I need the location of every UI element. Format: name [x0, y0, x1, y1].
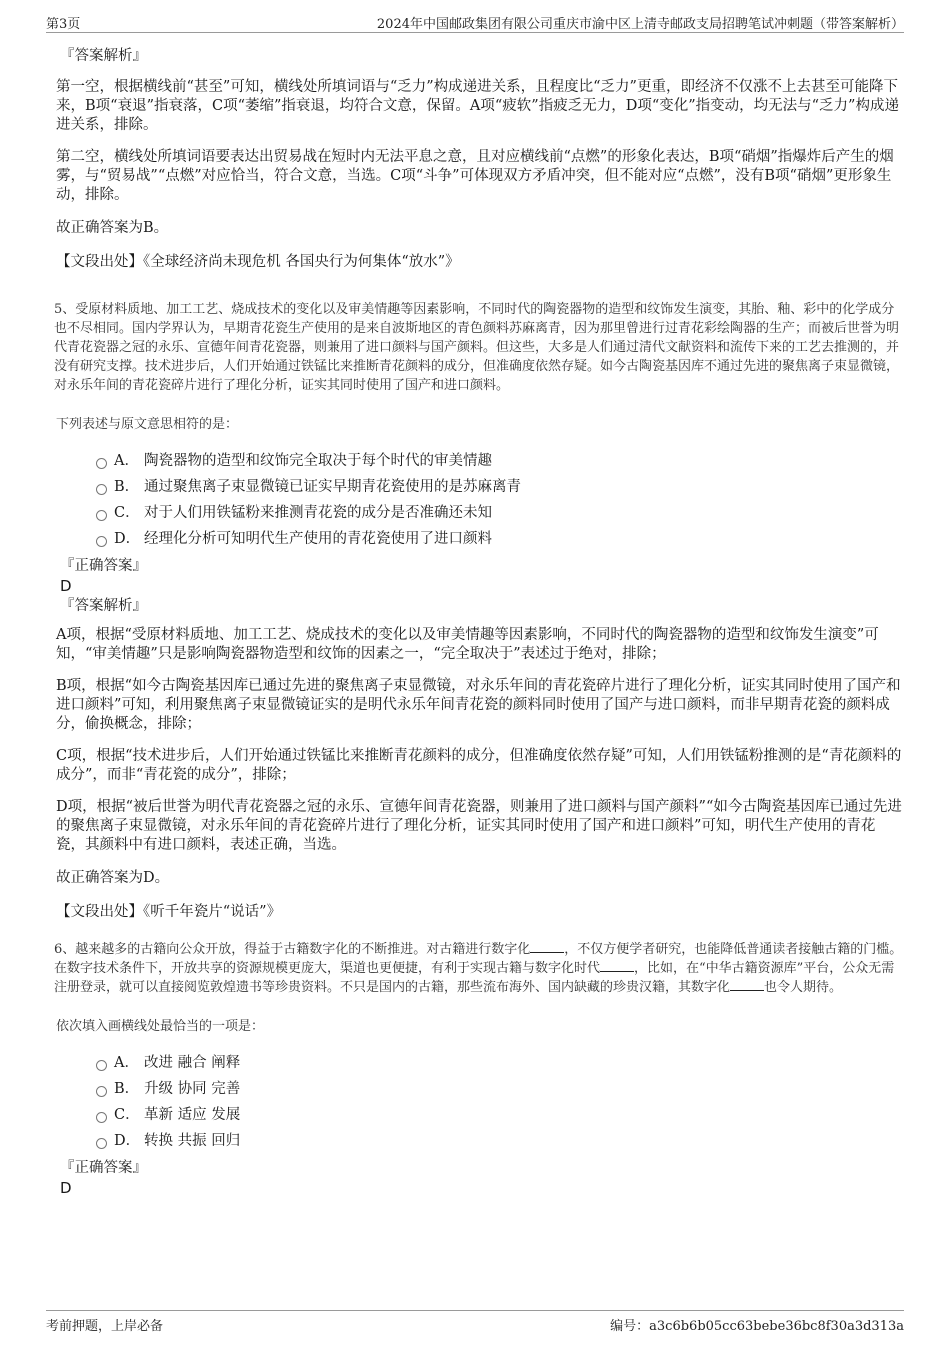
q6-option-d[interactable] — [56, 1128, 904, 1154]
q6-option-b[interactable] — [56, 1076, 904, 1102]
radio-icon[interactable] — [96, 536, 107, 547]
q6-stem-part-3: ，比如，在“中华古籍资源库”平台，公众无需注册登录，就可以直接阅览敦煌遗书等珍贵资料。不只是国内的古籍，那些流布海外、国内缺藏的珍贵汉籍，其数字化 — [54, 961, 895, 995]
q6-answer: D — [60, 1179, 72, 1197]
radio-icon[interactable] — [96, 458, 107, 469]
option-letter: B． — [114, 479, 140, 495]
q4-analysis-label: 『答案解析』 — [60, 48, 147, 64]
q6-options — [56, 1050, 904, 1154]
blank-3 — [730, 978, 764, 991]
document-body — [56, 46, 904, 1198]
q6-stem-part-2: ，不仅方便学者研究，也能降低普通读者接触古籍的门槛。在数字技术条件下，开放共享的资源规模更庞大，渠道也更便捷，有利于实现古籍与数字化时代 — [54, 942, 903, 976]
option-letter: A． — [114, 453, 139, 469]
option-letter: D． — [114, 531, 141, 547]
q5-option-c[interactable] — [56, 500, 904, 526]
option-text: 改进 融合 阐释 — [144, 1055, 241, 1071]
q5-analysis-c: C项，根据“技术进步后，人们开始通过铁锰比来推断青花颜料的成分，但准确度依然存疑”可知，人们用铁锰粉推测的是“青花颜料的成分”，而非“青花瓷的成分”，排除； — [56, 748, 902, 783]
q4-analysis-p1: 第一空，根据横线前“甚至”可知，横线处所填词语与“乏力”构成递进关系，且程度比“乏力”更重，即经济不仅涨不上去甚至可能降下来，B项“衰退”指衰落，C项“萎缩”指衰退，均符合文意，保留。A项“疲软”指疲乏无力，D项“变化”指变动，均无法与“乏力”构成递进关系，排除。 — [56, 79, 899, 133]
q5-option-a[interactable] — [56, 448, 904, 474]
option-text: 经理化分析可知明代生产使用的青花瓷使用了进口颜料 — [144, 531, 492, 547]
option-letter: B． — [114, 1081, 140, 1097]
footer-slogan: 考前押题，上岸必备 — [46, 1319, 164, 1334]
radio-icon[interactable] — [96, 1060, 107, 1071]
radio-icon[interactable] — [96, 484, 107, 495]
q5-answer-label: 『正确答案』 — [60, 558, 147, 574]
radio-icon[interactable] — [96, 1138, 107, 1149]
q5-option-d[interactable] — [56, 526, 904, 552]
q6-prompt: 依次填入画横线处最恰当的一项是： — [56, 1019, 265, 1034]
q5-conclusion: 故正确答案为D。 — [56, 870, 170, 886]
q4-conclusion: 故正确答案为B。 — [56, 220, 169, 236]
blank-1 — [530, 940, 564, 953]
option-letter: A． — [114, 1055, 139, 1071]
q5-analysis-label: 『答案解析』 — [60, 598, 147, 614]
radio-icon[interactable] — [96, 510, 107, 521]
q4-source: 【文段出处】《全球经济尚未现危机 各国央行为何集体“放水”》 — [56, 254, 460, 270]
option-text: 陶瓷器物的造型和纹饰完全取决于每个时代的审美情趣 — [144, 453, 492, 469]
q4-analysis-p2: 第二空，横线处所填词语要表达出贸易战在短时内无法平息之意，且对应横线前“点燃”的形象化表达，B项“硝烟”指爆炸后产生的烟雾，与“贸易战”“点燃”对应恰当，符合文意，当选。C项“斗争”可体现双方矛盾冲突，但不能对应“点燃”，没有B项“硝烟”更形象生动，排除。 — [56, 149, 894, 203]
q6-option-a[interactable] — [56, 1050, 904, 1076]
q6-option-c[interactable] — [56, 1102, 904, 1128]
option-text: 通过聚焦离子束显微镜已证实早期青花瓷使用的是苏麻离青 — [144, 479, 521, 495]
option-text: 革新 适应 发展 — [144, 1107, 241, 1123]
document-title: 2024年中国邮政集团有限公司重庆市渝中区上清寺邮政支局招聘笔试冲刺题（带答案解析） — [376, 17, 904, 32]
page-number: 第3页 — [46, 17, 81, 32]
q5-answer: D — [60, 577, 72, 595]
q5-source: 【文段出处】《听千年瓷片“说话”》 — [56, 904, 282, 920]
radio-icon[interactable] — [96, 1086, 107, 1097]
radio-icon[interactable] — [96, 1112, 107, 1123]
q5-option-b[interactable] — [56, 474, 904, 500]
option-letter: C． — [114, 505, 140, 521]
blank-2 — [600, 959, 634, 972]
q6-stem-part-4: 也令人期待。 — [764, 980, 843, 995]
q5-stem: 5、受原材料质地、加工工艺、烧成技术的变化以及审美情趣等因素影响，不同时代的陶瓷器物的造型和纹饰发生演变，其胎、釉、彩中的化学成分也不尽相同。国内学界认为，早期青花瓷生产使用的是来自波斯地区的青色颜料苏麻离青，因为那里曾进行过青花彩绘陶器的生产；而被后世誉为明代青花瓷器之冠的永乐、宣德年间青花瓷器，则兼用了进口颜料与国产颜料。但这些，大多是人们通过清代文献资料和流传下来的工艺去推测的，并没有研究支撑。技术进步后，人们开始通过铁锰比来推断青花颜料的成分，但准确度依然存疑。如今古陶瓷基因库不通过先进的聚焦离子束显微镜，对永乐年间的青花瓷碎片进行了理化分析，证实其同时使用了国产和进口颜料。 — [54, 302, 900, 393]
q5-analysis-b: B项，根据“如今古陶瓷基因库已通过先进的聚焦离子束显微镜，对永乐年间的青花瓷碎片进行了理化分析，证实其同时使用了国产和进口颜料”可知，利用聚焦离子束显微镜证实的是明代永乐年间青花瓷的颜料同时使用了国产与进口颜料，而非早期青花瓷的颜料成分，偷换概念，排除； — [56, 678, 901, 732]
q5-analysis-d: D项，根据“被后世誉为明代青花瓷器之冠的永乐、宣德年间青花瓷器，则兼用了进口颜料与国产颜料”“如今古陶瓷基因库已通过先进的聚焦离子束显微镜，对永乐年间的青花瓷碎片进行了理化分析，证实其同时使用了国产和进口颜料”可知，明代生产使用的青花瓷，其颜料中有进口颜料，表述正确，当选。 — [56, 799, 902, 853]
page-footer — [46, 1310, 904, 1335]
option-letter: C． — [114, 1107, 140, 1123]
option-text: 转换 共振 回归 — [144, 1133, 241, 1149]
page-header — [46, 10, 904, 33]
q5-prompt: 下列表述与原文意思相符的是： — [56, 417, 239, 432]
option-text: 升级 协同 完善 — [144, 1081, 241, 1097]
q5-analysis-a: A项，根据“受原材料质地、加工工艺、烧成技术的变化以及审美情趣等因素影响，不同时代的陶瓷器物的造型和纹饰发生演变”可知，“审美情趣”只是影响陶瓷器物造型和纹饰的因素之一，“完全取决于”表述过于绝对，排除； — [56, 627, 879, 662]
q6-answer-label: 『正确答案』 — [60, 1160, 147, 1176]
document-code: 编号：a3c6b6b05cc63bebe36bc8f30a3d313a — [610, 1319, 904, 1334]
q6-stem-part-1: 6、越来越多的古籍向公众开放，得益于古籍数字化的不断推进。对古籍进行数字化 — [54, 942, 531, 957]
option-text: 对于人们用铁锰粉来推测青花瓷的成分是否准确还未知 — [144, 505, 492, 521]
q6-stem — [54, 940, 904, 997]
q5-options — [56, 448, 904, 552]
option-letter: D． — [114, 1133, 141, 1149]
